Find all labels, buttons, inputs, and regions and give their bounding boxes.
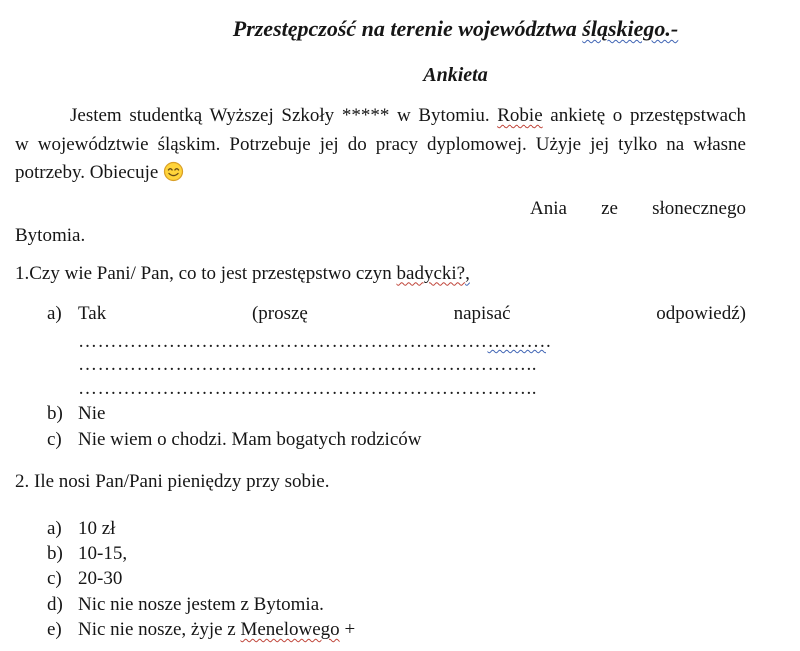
- answer-line-1-dots: ………………………………………………………: [78, 330, 488, 352]
- list-item: [47, 516, 746, 541]
- intro-misspelled-word: Robie: [497, 105, 543, 126]
- answer-line-1-tail: .: [546, 330, 552, 352]
- intro-line-2: w województwie śląskim. Potrzebuje jej do pracy dyplomowej. Użyje jej tylko na własne: [15, 133, 746, 155]
- intro-paragraph: [15, 102, 746, 192]
- list-marker-c: c): [47, 428, 62, 450]
- option-e-misspelled-word: Menelowego: [240, 619, 340, 641]
- signature-paragraph: [15, 195, 746, 249]
- list-marker-a: a): [47, 302, 62, 324]
- list-marker-b: b): [47, 403, 63, 425]
- answer-line-1-grammar-flagged-dots: ………: [487, 330, 546, 352]
- list-marker-c: c): [47, 568, 62, 590]
- list-item: [47, 592, 746, 617]
- answer-line-2: ……………………………………………………………..: [78, 354, 537, 376]
- answer-lines: [47, 330, 746, 401]
- smiling-emoji-icon: [163, 161, 184, 192]
- option-e-text: [78, 617, 746, 642]
- list-item: [47, 427, 746, 452]
- list-item: [47, 401, 746, 426]
- intro-line-3-text: potrzeby. Obiecuje: [15, 162, 164, 183]
- option-d-text: Nic nie nosze jestem z Bytomia.: [78, 593, 324, 615]
- signature-line-2: Bytomia.: [15, 224, 86, 246]
- list-item: [47, 617, 746, 642]
- option-e-post: +: [339, 619, 356, 641]
- option-a-text: Tak (proszę napisać odpowiedź): [78, 302, 746, 324]
- option-e-pre: Nic nie nosze, żyje z: [78, 619, 241, 641]
- title-text: Przestępczość na terenie województwa: [232, 16, 583, 41]
- option-b-text: 10-15,: [78, 543, 128, 565]
- document-title: [15, 14, 746, 44]
- list-marker-b: b): [47, 543, 63, 565]
- list-item: [47, 301, 746, 326]
- list-item: [47, 566, 746, 591]
- question-1-text: 1.Czy wie Pani/ Pan, co to jest przestępstwo czyn: [15, 262, 397, 284]
- intro-line-1: [15, 102, 746, 131]
- intro-line-1-pre: Jestem studentką Wyższej Szkoły ***** w Bytomiu.: [70, 105, 498, 126]
- document-subtitle: Ankieta: [423, 64, 488, 86]
- intro-line-3: [15, 159, 746, 192]
- answer-line-1: [47, 330, 746, 354]
- signature-line-1: Ania ze słonecznego: [530, 197, 746, 219]
- question-2: 2. Ile nosi Pan/Pani pieniędzy przy sobie.: [15, 470, 330, 492]
- option-a-text: 10 zł: [78, 517, 116, 539]
- answer-line-3: ……………………………………………………………..: [78, 377, 537, 399]
- question-2-options-list: [15, 516, 746, 642]
- list-item: [47, 541, 746, 566]
- question-1-options-list: [15, 301, 746, 452]
- intro-line-1-post: ankietę o przestępstwach: [542, 105, 746, 126]
- option-c-text: Nie wiem o chodzi. Mam bogatych rodziców: [78, 428, 422, 450]
- list-marker-d: d): [47, 593, 63, 615]
- option-c-text: 20-30: [78, 568, 123, 590]
- question-1: [15, 260, 746, 288]
- list-marker-e: e): [47, 619, 62, 641]
- title-grammar-flagged-text: śląskiego.-: [582, 16, 679, 41]
- question-1-misspelled-word: badycki?: [396, 262, 466, 284]
- question-1-grammar-flagged: ,: [465, 262, 470, 284]
- list-marker-a: a): [47, 517, 62, 539]
- option-b-text: Nie: [78, 403, 106, 425]
